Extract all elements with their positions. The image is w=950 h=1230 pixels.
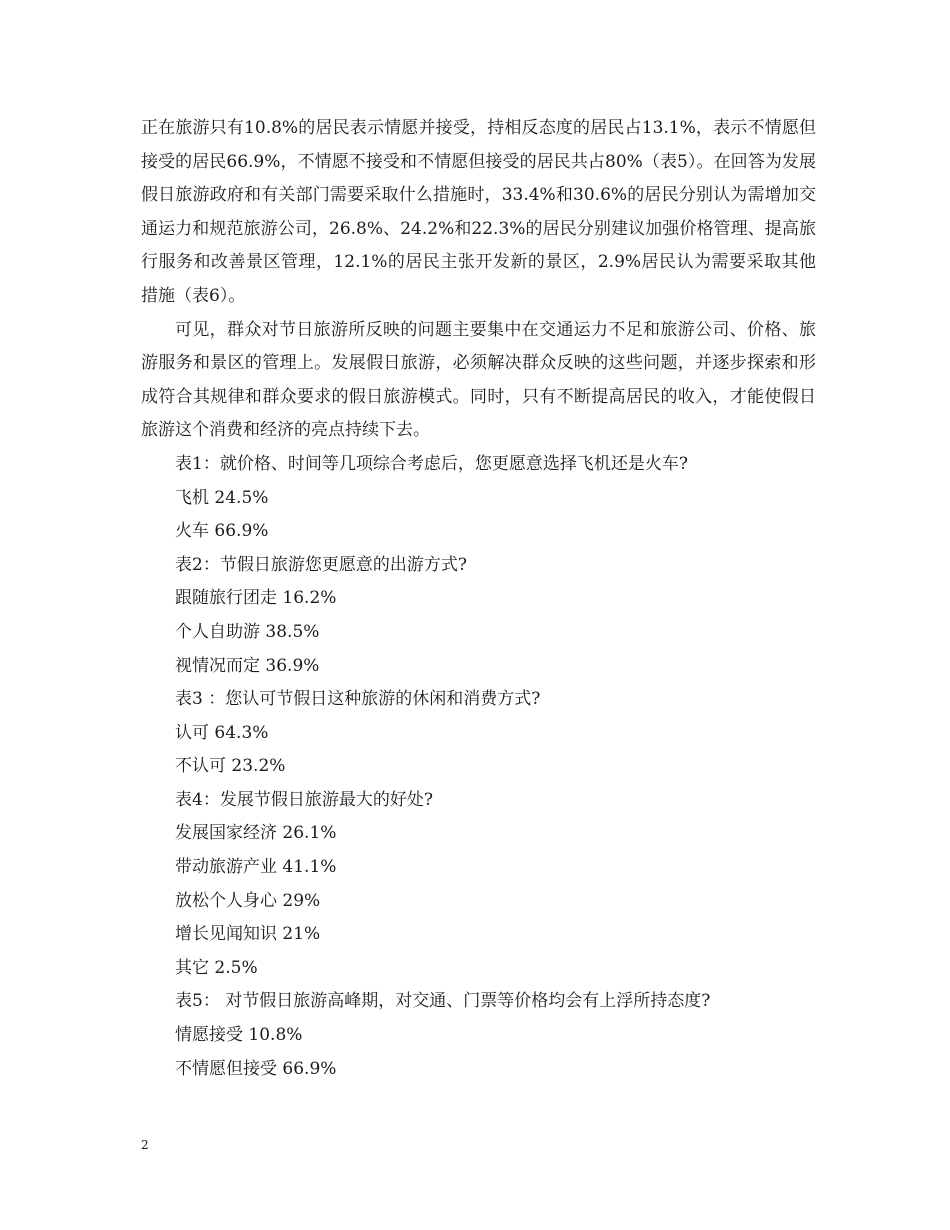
- survey-answer: 增长见闻知识 21%: [175, 924, 321, 945]
- survey-answer: 发展国家经济 26.1%: [175, 823, 337, 844]
- page-number: 2: [141, 1138, 149, 1152]
- survey-question-3: 表3 ：您认可节假日这种旅游的休闲和消费方式?: [175, 689, 541, 710]
- survey-answer: 飞机 24.5%: [175, 487, 269, 508]
- survey-results-list: [141, 448, 816, 1086]
- survey-answer: 火车 66.9%: [175, 521, 269, 542]
- survey-question-4: 表4：发展节假日旅游最大的好处?: [175, 789, 433, 810]
- survey-answer: 不情愿但接受 66.9%: [175, 1058, 337, 1079]
- body-paragraph: 正在旅游只有10.8%的居民表示情愿并接受，持相反态度的居民占13.1%，表示不情愿但接受的居民66.9%，不情愿不接受和不情愿但接受的居民共占80%（表5）。在回答为发展假日旅游政府和有关部门需要采取什么措施时，33.4%和30.6%的居民分别认为需增加交通运力和规范旅游公司，26.8%、24.2%和22.3%的居民分别建议加强价格管理、提高旅行服务和改善景区管理，12.1%的居民主张开发新的景区，2.9%居民认为需要采取其他措施（表6）。: [141, 118, 816, 306]
- survey-question-2: 表2：节假日旅游您更愿意的出游方式?: [175, 554, 467, 575]
- survey-answer: 带动旅游产业 41.1%: [175, 857, 337, 878]
- survey-answer: 放松个人身心 29%: [175, 890, 321, 911]
- survey-answer: 其它 2.5%: [175, 957, 258, 978]
- survey-answer: 视情况而定 36.9%: [175, 655, 320, 676]
- survey-question-5: 表5： 对节假日旅游高峰期，对交通、门票等价格均会有上浮所持态度?: [175, 991, 711, 1012]
- survey-answer: 不认可 23.2%: [175, 756, 286, 777]
- survey-answer: 个人自助游 38.5%: [175, 621, 320, 642]
- survey-answer: 情愿接受 10.8%: [175, 1025, 303, 1046]
- survey-answer: 跟随旅行团走 16.2%: [175, 588, 337, 609]
- document-page: [141, 112, 816, 1086]
- body-paragraph: 可见，群众对节日旅游所反映的问题主要集中在交通运力不足和旅游公司、价格、旅游服务和景区的管理上。发展假日旅游，必须解决群众反映的这些问题，并逐步探索和形成符合其规律和群众要求的假日旅游模式。同时，只有不断提高居民的收入，才能使假日旅游这个消费和经济的亮点持续下去。: [141, 319, 816, 441]
- survey-question-1: 表1：就价格、时间等几项综合考虑后，您更愿意选择飞机还是火车?: [175, 453, 688, 474]
- survey-answer: 认可 64.3%: [175, 722, 269, 743]
